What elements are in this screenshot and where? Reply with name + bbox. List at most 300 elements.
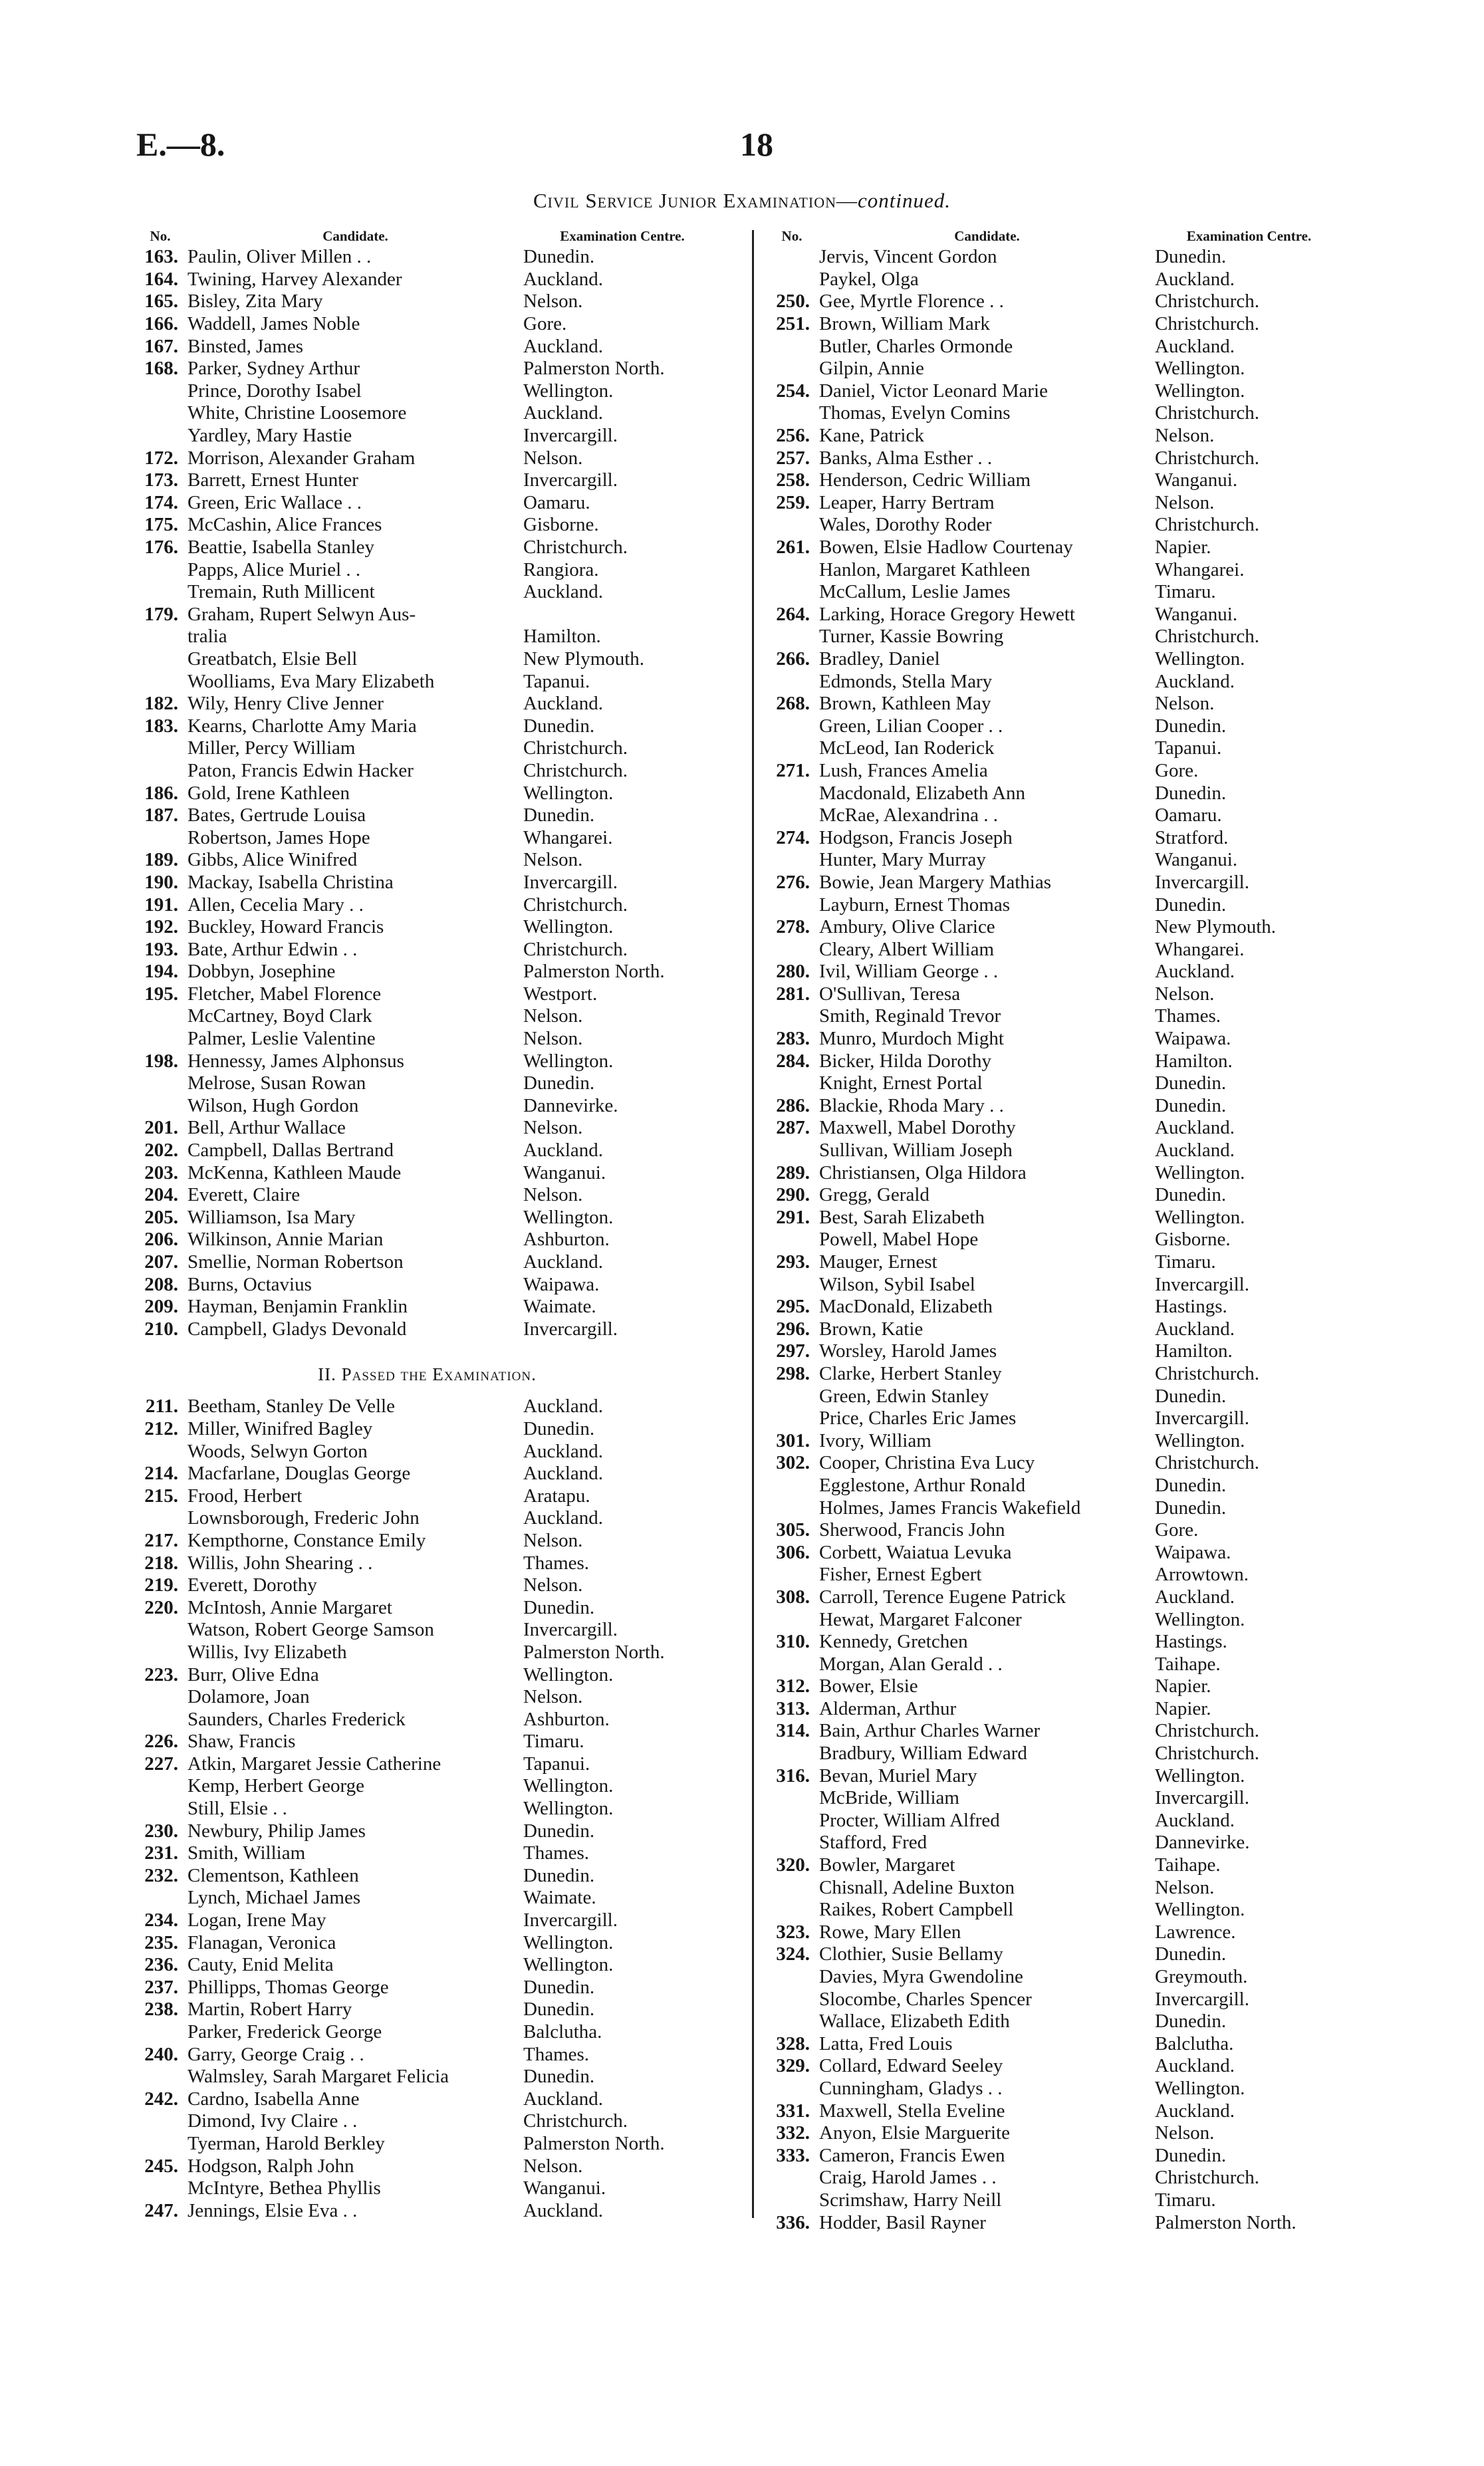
table-row — [133, 425, 721, 447]
candidate-number: 215. — [144, 1485, 178, 1507]
candidate-name: Parker, Sydney Arthur — [187, 358, 360, 380]
candidate-name: White, Christine Loosemore — [187, 402, 407, 424]
examination-centre: Taihape. — [1155, 1653, 1221, 1675]
examination-centre: Ashburton. — [523, 1708, 610, 1730]
examination-centre: Balclutha. — [1155, 2033, 1234, 2054]
candidate-name: Corbett, Waiatua Levuka — [819, 1541, 1012, 1563]
table-row — [765, 2011, 1343, 2033]
table-row — [765, 492, 1343, 515]
candidate-name: Morrison, Alexander Graham — [187, 447, 416, 469]
table-row — [133, 246, 721, 269]
table-row — [765, 313, 1343, 336]
table-row — [765, 380, 1343, 403]
header-candidate: Candidate. — [954, 227, 1020, 244]
table-row — [133, 670, 721, 693]
table-row — [133, 558, 721, 581]
examination-centre: Timaru. — [523, 1731, 584, 1753]
table-row — [133, 2110, 721, 2133]
table-row — [133, 1999, 721, 2021]
table-row — [765, 1541, 1343, 1564]
examination-centre: Hamilton. — [1155, 1340, 1233, 1362]
candidate-name: Wilkinson, Annie Marian — [187, 1229, 384, 1251]
candidate-name: Banks, Alma Esther . . — [819, 447, 993, 469]
examination-centre: Auckland. — [1155, 335, 1235, 357]
candidate-name: Dolamore, Joan — [187, 1686, 310, 1708]
candidate-number: 274. — [776, 826, 810, 848]
examination-centre: Christchurch. — [523, 759, 628, 781]
candidate-number: 187. — [144, 804, 178, 826]
table-row — [765, 2033, 1343, 2056]
table-row — [765, 1363, 1343, 1386]
candidate-name: Kane, Patrick — [819, 425, 924, 447]
examination-centre: Christchurch. — [1155, 514, 1260, 536]
candidate-name: Fletcher, Mabel Florence — [187, 983, 382, 1005]
candidate-number: 238. — [144, 1999, 178, 2021]
candidate-name: O'Sullivan, Teresa — [819, 983, 961, 1005]
examination-centre: Dunedin. — [523, 1864, 595, 1886]
table-row — [765, 648, 1343, 671]
candidate-name: Graham, Rupert Selwyn Aus- — [187, 603, 416, 625]
table-row — [133, 1140, 721, 1162]
examination-centre: Timaru. — [1155, 2189, 1216, 2211]
table-row — [765, 1340, 1343, 1363]
candidate-number: 324. — [776, 1943, 810, 1965]
table-row — [133, 872, 721, 894]
candidate-number: 182. — [144, 693, 178, 715]
table-row — [765, 335, 1343, 358]
examination-centre: Waimate. — [523, 1296, 596, 1318]
table-row — [765, 1966, 1343, 1989]
table-row — [765, 1028, 1343, 1050]
candidate-name: Thomas, Evelyn Comins — [819, 402, 1011, 424]
table-row — [133, 1642, 721, 1664]
candidate-name: Wilson, Hugh Gordon — [187, 1094, 359, 1116]
table-row — [765, 1452, 1343, 1475]
examination-centre: Wellington. — [523, 1206, 614, 1228]
candidate-name: Gregg, Gerald — [819, 1184, 929, 1206]
candidate-name: Knight, Ernest Portal — [819, 1072, 983, 1094]
table-row — [133, 1507, 721, 1530]
title-main: Civil Service Junior Examination— — [533, 189, 858, 212]
candidate-number: 240. — [144, 2043, 178, 2065]
candidate-name: Clementson, Kathleen — [187, 1864, 359, 1886]
table-row — [133, 1977, 721, 1999]
candidate-number: 331. — [776, 2100, 810, 2122]
table-row — [133, 1117, 721, 1140]
examination-centre: Nelson. — [523, 1005, 583, 1027]
examination-centre: Christchurch. — [523, 737, 628, 759]
table-row — [765, 2100, 1343, 2122]
examination-centre: Stratford. — [1155, 826, 1229, 848]
candidate-name: Latta, Fred Louis — [819, 2033, 953, 2054]
examination-centre: Invercargill. — [523, 1318, 618, 1340]
candidate-name: Martin, Robert Harry — [187, 1999, 352, 2021]
table-row — [133, 1229, 721, 1251]
table-row — [133, 1954, 721, 1977]
candidate-name: Campbell, Gladys Devonald — [187, 1318, 407, 1340]
candidate-name: Maxwell, Stella Eveline — [819, 2100, 1005, 2122]
candidate-number: 261. — [776, 537, 810, 558]
candidate-number: 207. — [144, 1251, 178, 1273]
candidate-number: 259. — [776, 491, 810, 513]
examination-centre: Invercargill. — [523, 425, 618, 447]
examination-centre: Wanganui. — [1155, 849, 1238, 871]
table-row — [765, 581, 1343, 604]
candidate-name: Bowler, Margaret — [819, 1854, 955, 1876]
table-row — [765, 1899, 1343, 1921]
examination-centre: Gisborne. — [523, 514, 599, 536]
examination-centre: Wellington. — [523, 380, 614, 402]
candidate-name: Burns, Octavius — [187, 1273, 312, 1295]
table-row — [765, 760, 1343, 783]
candidate-name: Scrimshaw, Harry Neill — [819, 2189, 1002, 2211]
table-row — [765, 826, 1343, 849]
candidate-name: Smith, Reginald Trevor — [819, 1005, 1001, 1027]
candidate-name: Cauty, Enid Melita — [187, 1954, 334, 1976]
candidate-name: Bate, Arthur Edwin . . — [187, 938, 358, 960]
candidate-name: McBride, William — [819, 1787, 959, 1809]
candidate-name: Walmsley, Sarah Margaret Felicia — [187, 2066, 449, 2088]
examination-centre: Palmerston North. — [523, 2132, 665, 2154]
table-row — [765, 1296, 1343, 1318]
table-row — [133, 1184, 721, 1207]
table-row — [765, 626, 1343, 648]
candidate-name: Wallace, Elizabeth Edith — [819, 2011, 1010, 2033]
table-row — [765, 447, 1343, 469]
candidate-name: Woods, Selwyn Gorton — [187, 1440, 368, 1462]
candidate-name: Powell, Mabel Hope — [819, 1229, 979, 1251]
table-row — [765, 1005, 1343, 1028]
table-row — [765, 425, 1343, 447]
candidate-name: Kennedy, Gretchen — [819, 1631, 968, 1653]
candidate-name: Daniel, Victor Leonard Marie — [819, 380, 1048, 402]
candidate-name: Wilson, Sybil Isabel — [819, 1273, 975, 1295]
examination-centre: Nelson. — [1155, 2122, 1215, 2144]
examination-centre: Invercargill. — [523, 1619, 618, 1641]
table-row — [765, 358, 1343, 380]
table-row — [133, 2043, 721, 2066]
examination-centre: Auckland. — [1155, 268, 1235, 290]
candidate-number: 312. — [776, 1675, 810, 1697]
table-row — [133, 1731, 721, 1753]
candidate-name: Binsted, James — [187, 335, 303, 357]
examination-centre: Aratapu. — [523, 1485, 590, 1507]
examination-centre: Wellington. — [1155, 1429, 1245, 1451]
table-row — [133, 1910, 721, 1932]
candidate-name: Sullivan, William Joseph — [819, 1140, 1013, 1162]
examination-centre: Christchurch. — [1155, 402, 1260, 424]
candidate-number: 268. — [776, 693, 810, 715]
table-row — [765, 2122, 1343, 2145]
examination-centre: Wellington. — [1155, 1608, 1245, 1630]
candidate-name: Greatbatch, Elsie Bell — [187, 648, 358, 670]
candidate-name: Mackay, Isabella Christina — [187, 871, 394, 893]
table-row — [765, 1497, 1343, 1519]
examination-centre: Auckland. — [523, 2199, 603, 2221]
table-row — [133, 469, 721, 492]
candidate-name: Beetham, Stanley De Velle — [187, 1396, 395, 1418]
candidate-name: Hunter, Mary Murray — [819, 849, 986, 871]
table-row — [133, 1072, 721, 1095]
candidate-number: 232. — [144, 1864, 178, 1886]
candidate-number: 168. — [144, 358, 178, 380]
table-row — [133, 648, 721, 671]
page-title — [0, 189, 1484, 213]
candidate-number: 293. — [776, 1251, 810, 1273]
candidate-number: 194. — [144, 961, 178, 983]
examination-centre: Christchurch. — [1155, 2167, 1260, 2189]
table-row — [765, 1988, 1343, 2011]
table-row — [765, 938, 1343, 961]
candidate-name: Alderman, Arthur — [819, 1697, 957, 1719]
examination-centre: Invercargill. — [1155, 1787, 1249, 1809]
examination-centre: Invercargill. — [1155, 1988, 1249, 2010]
table-row — [765, 1095, 1343, 1118]
examination-centre: Thames. — [523, 1552, 590, 1574]
examination-centre: Thames. — [523, 2043, 590, 2065]
candidate-name: Phillipps, Thomas George — [187, 1976, 389, 1998]
candidate-name: Campbell, Dallas Bertrand — [187, 1140, 394, 1162]
candidate-name: Lownsborough, Frederic John — [187, 1507, 420, 1529]
table-row — [765, 804, 1343, 827]
table-row — [765, 670, 1343, 693]
candidate-number: 297. — [776, 1340, 810, 1362]
examination-centre: Wellington. — [523, 1954, 614, 1976]
left-list-failed — [133, 246, 721, 1340]
examination-centre: Gisborne. — [1155, 1229, 1231, 1251]
header-centre: Examination Centre. — [1186, 227, 1312, 244]
table-row — [765, 1943, 1343, 1966]
table-row — [765, 1675, 1343, 1698]
candidate-name: Watson, Robert George Samson — [187, 1619, 434, 1641]
examination-centre: Whangarei. — [1155, 558, 1245, 580]
candidate-name: Butler, Charles Ormonde — [819, 335, 1013, 357]
examination-centre: Christchurch. — [523, 537, 628, 558]
candidate-name: Rowe, Mary Ellen — [819, 1921, 961, 1943]
candidate-name: Miller, Winifred Bagley — [187, 1418, 373, 1439]
examination-centre: Dunedin. — [1155, 1385, 1227, 1407]
table-row — [133, 849, 721, 872]
candidate-number: 302. — [776, 1452, 810, 1474]
candidate-name: Sherwood, Francis John — [819, 1519, 1005, 1541]
examination-centre: Nelson. — [1155, 1876, 1215, 1898]
candidate-number: 173. — [144, 469, 178, 491]
candidate-number: 291. — [776, 1206, 810, 1228]
table-row — [133, 335, 721, 358]
candidate-number: 191. — [144, 894, 178, 916]
candidate-name: Still, Elsie . . — [187, 1798, 287, 1820]
examination-centre: Napier. — [1155, 1675, 1211, 1697]
candidate-number: 296. — [776, 1318, 810, 1340]
examination-centre: Invercargill. — [1155, 871, 1249, 893]
examination-centre: Ashburton. — [523, 1229, 610, 1251]
examination-centre: Dunedin. — [1155, 1094, 1227, 1116]
column-divider — [752, 230, 754, 2218]
table-row — [133, 402, 721, 425]
candidate-name: Allen, Cecelia Mary . . — [187, 894, 364, 916]
examination-centre: Nelson. — [523, 1574, 583, 1596]
table-row — [133, 826, 721, 849]
candidate-number: 251. — [776, 313, 810, 335]
table-row — [133, 626, 721, 648]
examination-centre: Dunedin. — [1155, 246, 1227, 268]
candidate-name: Price, Charles Eric James — [819, 1408, 1017, 1429]
examination-centre: New Plymouth. — [1155, 916, 1277, 938]
table-row — [133, 1418, 721, 1441]
candidate-number: 298. — [776, 1362, 810, 1384]
examination-centre: Auckland. — [1155, 961, 1235, 983]
candidate-number: 235. — [144, 1931, 178, 1953]
table-row — [765, 1318, 1343, 1341]
table-row — [765, 1140, 1343, 1162]
candidate-number: 266. — [776, 648, 810, 670]
examination-centre: Waimate. — [523, 1887, 596, 1909]
page-number: 18 — [740, 126, 773, 163]
candidate-number: 281. — [776, 983, 810, 1005]
table-row — [133, 1842, 721, 1865]
candidate-name: Chisnall, Adeline Buxton — [819, 1876, 1015, 1898]
table-row — [765, 469, 1343, 492]
candidate-number: 208. — [144, 1273, 178, 1295]
examination-centre: Waipawa. — [1155, 1541, 1231, 1563]
examination-centre: Hamilton. — [523, 626, 601, 648]
examination-centre: Nelson. — [523, 1686, 583, 1708]
examination-centre: New Plymouth. — [523, 648, 645, 670]
table-row — [765, 514, 1343, 537]
candidate-name: Christiansen, Olga Hildora — [819, 1162, 1027, 1183]
candidate-name: Paykel, Olga — [819, 268, 919, 290]
table-row — [765, 1184, 1343, 1207]
examination-centre: Dunedin. — [523, 2066, 595, 2088]
candidate-name: Tremain, Ruth Millicent — [187, 581, 375, 603]
candidate-number: 212. — [144, 1418, 178, 1439]
candidate-number: 276. — [776, 871, 810, 893]
examination-centre: Wellington. — [1155, 1899, 1245, 1921]
candidate-number: 290. — [776, 1184, 810, 1206]
table-row — [765, 1832, 1343, 1854]
candidate-name: Anyon, Elsie Marguerite — [819, 2122, 1010, 2144]
candidate-number: 320. — [776, 1854, 810, 1876]
table-row — [765, 2211, 1343, 2234]
examination-centre: Wellington. — [523, 1775, 614, 1797]
examination-centre: Nelson. — [523, 1529, 583, 1551]
candidate-name: Craig, Harold James . . — [819, 2167, 997, 2189]
header-centre: Examination Centre. — [560, 227, 685, 244]
table-row — [765, 1720, 1343, 1743]
candidate-number: 280. — [776, 961, 810, 983]
candidate-name: MacDonald, Elizabeth — [819, 1296, 993, 1318]
table-row — [765, 961, 1343, 983]
candidate-name: Flanagan, Veronica — [187, 1931, 336, 1953]
candidate-name: Bates, Gertrude Louisa — [187, 804, 366, 826]
table-row — [133, 1664, 721, 1686]
examination-centre: Auckland. — [523, 402, 603, 424]
examination-centre: Auckland. — [1155, 1809, 1235, 1831]
table-row — [765, 1698, 1343, 1721]
table-row — [765, 1608, 1343, 1631]
right-column-header — [765, 226, 1343, 246]
examination-centre: Napier. — [1155, 1697, 1211, 1719]
examination-centre: Arrowtown. — [1155, 1564, 1249, 1586]
table-row — [765, 1854, 1343, 1877]
table-row — [133, 2133, 721, 2156]
candidate-name: Palmer, Leslie Valentine — [187, 1028, 376, 1050]
candidate-name: McIntosh, Annie Margaret — [187, 1596, 392, 1618]
table-row — [133, 1095, 721, 1118]
left-column-header — [133, 226, 721, 246]
candidate-name: Parker, Frederick George — [187, 2021, 382, 2043]
examination-centre: Dunedin. — [1155, 2011, 1227, 2033]
examination-centre: Waipawa. — [523, 1273, 600, 1295]
candidate-number: 310. — [776, 1631, 810, 1653]
candidate-name: Mauger, Ernest — [819, 1251, 937, 1273]
table-row — [765, 1631, 1343, 1654]
examination-centre: Oamaru. — [523, 491, 590, 513]
candidate-number: 286. — [776, 1094, 810, 1116]
table-row — [133, 2066, 721, 2088]
candidate-number: 333. — [776, 2144, 810, 2166]
examination-centre: Christchurch. — [1155, 313, 1260, 335]
candidate-name: Jennings, Elsie Eva . . — [187, 2199, 358, 2221]
candidate-name: Fisher, Ernest Egbert — [819, 1564, 982, 1586]
candidate-name: Turner, Kassie Bowring — [819, 626, 1004, 648]
candidate-name: Gibbs, Alice Winifred — [187, 849, 358, 871]
candidate-number: 209. — [144, 1296, 178, 1318]
candidate-number: 227. — [144, 1753, 178, 1775]
candidate-name: Bell, Arthur Wallace — [187, 1117, 346, 1139]
table-row — [765, 737, 1343, 760]
candidate-name: Miller, Percy William — [187, 737, 356, 759]
examination-centre: Lawrence. — [1155, 1921, 1236, 1943]
examination-centre: Nelson. — [1155, 425, 1215, 447]
examination-centre: Auckland. — [523, 335, 603, 357]
candidate-name: Henderson, Cedric William — [819, 469, 1031, 491]
examination-centre: Christchurch. — [1155, 447, 1260, 469]
candidate-name: Wales, Dorothy Roder — [819, 514, 992, 536]
table-row — [765, 1564, 1343, 1586]
candidate-name: Williamson, Isa Mary — [187, 1206, 356, 1228]
table-row — [133, 760, 721, 783]
candidate-name: Worsley, Harold James — [819, 1340, 997, 1362]
examination-centre: Nelson. — [523, 1117, 583, 1139]
candidate-name: McCallum, Leslie James — [819, 581, 1011, 603]
examination-centre: Wellington. — [523, 1050, 614, 1072]
candidate-name: Bradbury, William Edward — [819, 1743, 1027, 1765]
table-row — [765, 1876, 1343, 1899]
table-row — [765, 1229, 1343, 1251]
table-row — [765, 1921, 1343, 1944]
candidate-name: Best, Sarah Elizabeth — [819, 1206, 985, 1228]
examination-centre: Dunedin. — [523, 1418, 595, 1439]
header-no: No. — [150, 227, 171, 244]
examination-centre: Westport. — [523, 983, 598, 1005]
candidate-number: 183. — [144, 715, 178, 737]
examination-centre: Invercargill. — [1155, 1408, 1249, 1429]
candidate-number: 193. — [144, 938, 178, 960]
examination-centre: Nelson. — [523, 447, 583, 469]
candidate-name: Munro, Murdoch Might — [819, 1028, 1004, 1050]
candidate-number: 271. — [776, 759, 810, 781]
examination-centre: Dunedin. — [1155, 2144, 1227, 2166]
candidate-number: 264. — [776, 603, 810, 625]
candidate-number: 174. — [144, 491, 178, 513]
candidate-name: Layburn, Ernest Thomas — [819, 894, 1010, 916]
section-title-passed: II. Passed the Examination. — [318, 1364, 537, 1385]
candidate-number: 323. — [776, 1921, 810, 1943]
examination-centre: Invercargill. — [523, 469, 618, 491]
examination-centre: Palmerston North. — [1155, 2211, 1297, 2233]
table-row — [133, 693, 721, 715]
